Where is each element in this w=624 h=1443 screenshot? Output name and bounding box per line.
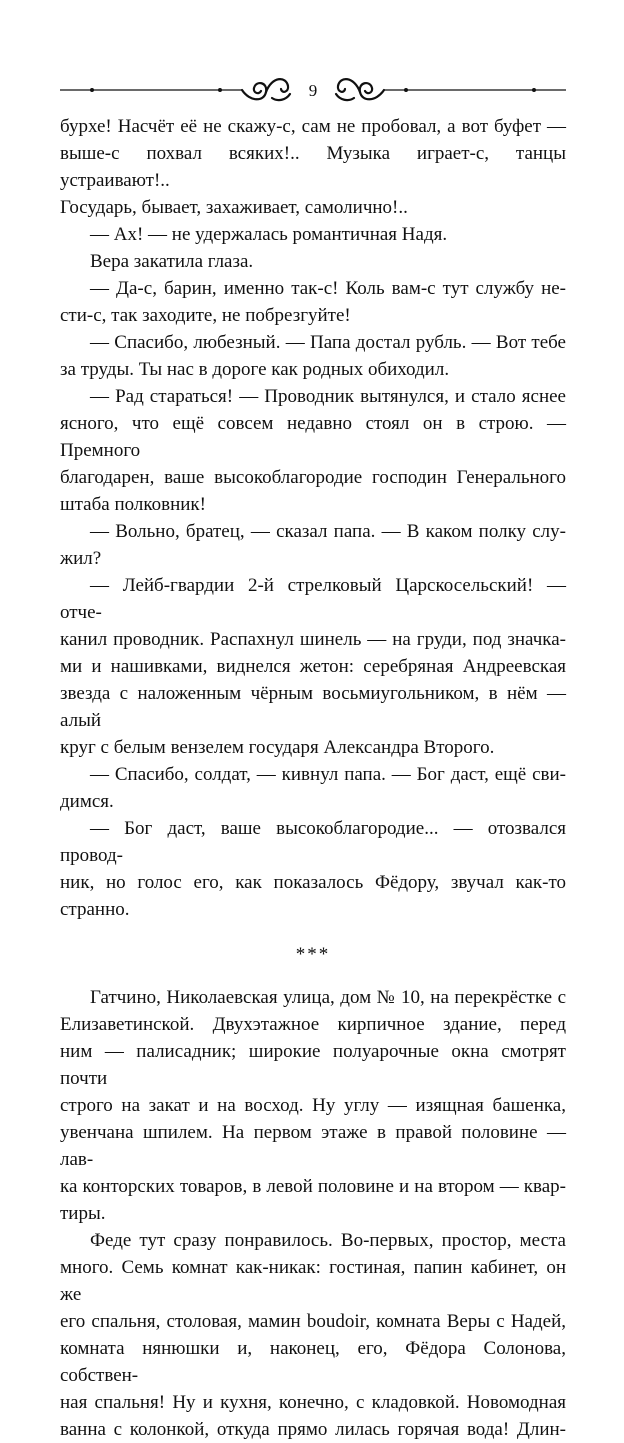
text-line: димся. [60, 791, 114, 812]
text-line: много. Семь комнат как-никак: гостиная, папин кабинет, он же [60, 1257, 566, 1305]
text-line: — Ах! — не удержалась романтичная Надя. [90, 224, 448, 245]
page-number: 9 [308, 81, 318, 100]
text-line: — Лейб-гвардии 2-й стрелковый Царскосельский! — отче- [60, 575, 566, 623]
text-line: строго на закат и на восход. Ну углу — изящная башенка, [60, 1095, 566, 1116]
text-line: Гатчино, Николаевская улица, дом № 10, на перекрёстке с [90, 987, 566, 1008]
text-line: бурхе! Насчёт её не скажу-с, сам не пробовал, а вот буфет — [60, 116, 566, 137]
text-line: штаба полковник! [60, 494, 206, 515]
text-line: выше-с похвал всяких!.. Музыка играет-с, танцы устраивают!.. [60, 143, 566, 191]
text-line: комната нянюшки и, наконец, его, Фёдора Солонова, собствен- [60, 1338, 566, 1386]
text-line: Феде тут сразу понравилось. Во-первых, простор, места [90, 1230, 566, 1251]
text-line: — Спасибо, солдат, — кивнул папа. — Бог даст, ещё сви- [90, 764, 566, 785]
text-line: Вера закатила глаза. [90, 251, 254, 272]
page-header [60, 72, 566, 108]
page-body [60, 113, 566, 1443]
text-line: за труды. Ты нас в дороге как родных обиходил. [60, 359, 450, 380]
text-line: увенчана шпилем. На первом этаже в правой половине — лав- [60, 1122, 566, 1170]
text-line: — Да-с, барин, именно так-с! Коль вам-с тут службу не- [90, 278, 566, 299]
text-line: ка конторских товаров, в левой половине и на втором — квар- [60, 1176, 566, 1197]
text-line: тиры. [60, 1203, 106, 1224]
text-line: ним — палисадник; широкие полуарочные окна смотрят почти [60, 1041, 566, 1089]
text-line: — Спасибо, любезный. — Папа достал рубль. — Вот тебе [90, 332, 566, 353]
text-line: ми и нашивками, виднелся жетон: серебряная Андреевская [60, 656, 566, 677]
text-line: круг с белым вензелем государя Александра Второго. [60, 737, 495, 758]
text-line: канил проводник. Распахнул шинель — на груди, под значка- [60, 629, 566, 650]
text-line: благодарен, ваше высокоблагородие господин Генерального [60, 467, 566, 488]
text-line: ная спальня! Ну и кухня, конечно, с кладовкой. Новомодная [60, 1392, 566, 1413]
text-line: ясного, что ещё совсем недавно стоял он в строю. — Премного [60, 413, 566, 461]
text-line: сти-с, так заходите, не побрезгуйте! [60, 305, 351, 326]
text-line: звезда с наложенным чёрным восьмиугольником, в нём — алый [60, 683, 566, 731]
text-line: — Рад стараться! — Проводник вытянулся, и стало яснее [90, 386, 566, 407]
text-line: странно. [60, 899, 130, 920]
text-line: жил? [60, 548, 102, 569]
text-line: — Бог даст, ваше высокоблагородие... — отозвался провод- [60, 818, 566, 866]
text-line: Елизаветинской. Двухэтажное кирпичное здание, перед [60, 1014, 566, 1035]
text-line: ванна с колонкой, откуда прямо лилась горячая вода! Длин- [60, 1419, 566, 1440]
section-break: *** [295, 944, 331, 965]
text-line: его спальня, столовая, мамин boudoir, комната Веры с Надей, [60, 1311, 566, 1332]
text-line: ник, но голос его, как показалось Фёдору, звучал как-то [60, 872, 566, 893]
text-line: — Вольно, братец, — сказал папа. — В каком полку слу- [90, 521, 566, 542]
text-line: Государь, бывает, захаживает, самолично!.. [60, 197, 408, 218]
